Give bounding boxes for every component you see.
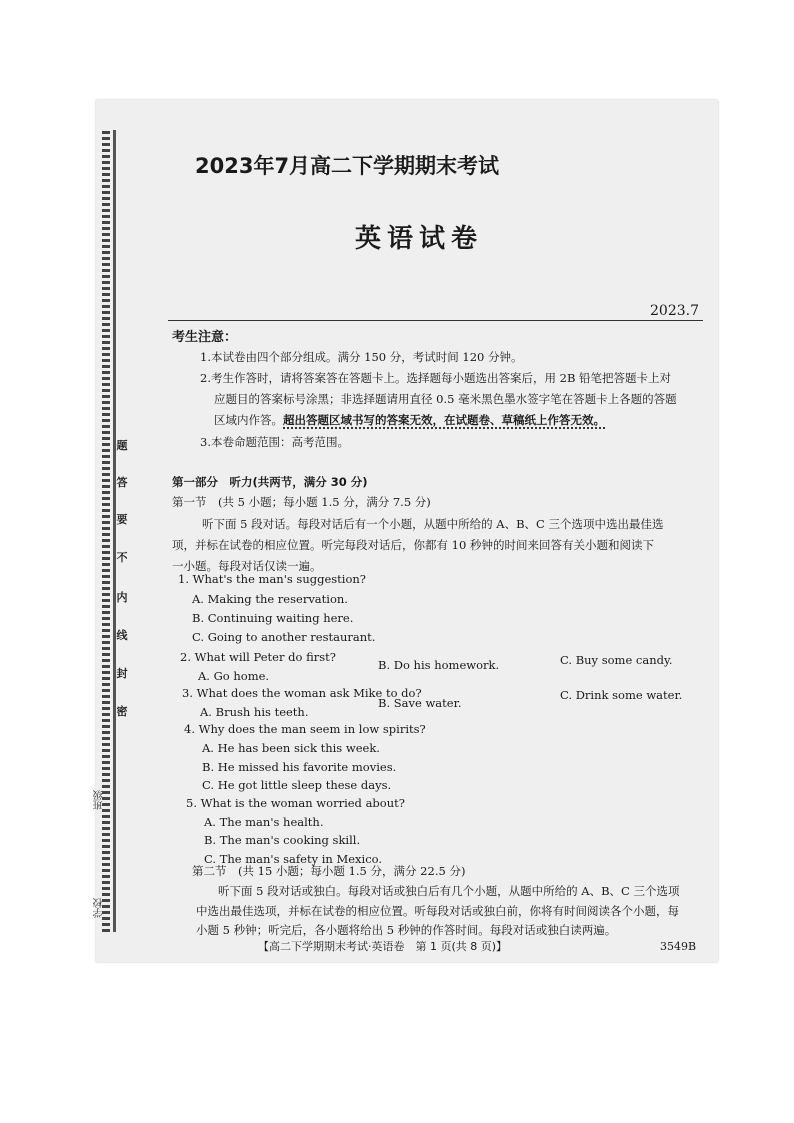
question-4-option-b: B. He missed his favorite movies. — [202, 760, 397, 774]
school-label: 学校 — [94, 898, 105, 918]
question-2-option-a: A. Go home. — [198, 669, 270, 683]
exam-date: 2023.7 — [650, 303, 699, 319]
binding-char: 封 — [116, 667, 128, 680]
question-5-option-b: B. The man's cooking skill. — [204, 833, 361, 847]
notice-item-3: 3.本卷命题范围：高考范围。 — [200, 435, 349, 449]
question-4: 4. Why does the man seem in low spirits? — [184, 722, 426, 736]
binding-char: 内 — [116, 591, 128, 604]
page-footer: 【高二下学期期末考试·英语卷 第 1 页(共 8 页)】 — [258, 940, 508, 953]
question-1-option-a: A. Making the reservation. — [192, 592, 348, 606]
class-label: 班级 — [94, 790, 105, 810]
binding-char: 答 — [116, 476, 128, 489]
section1-directions-line-1: 听下面 5 段对话。每段对话后有一个小题，从题中所给的 A、B、C 三个选项中选出最佳选 — [202, 517, 664, 531]
question-5-option-c: C. The man's safety in Mexico. — [204, 852, 383, 866]
section1-directions-line-2: 项，并标在试卷的相应位置。听完每段对话后，你都有 10 秒钟的时间来回答有关小题和阅读下 — [172, 538, 654, 552]
notice-item-1: 1.本试卷由四个部分组成。满分 150 分，考试时间 120 分钟。 — [200, 350, 523, 364]
question-3-option-c: C. Drink some water. — [560, 688, 683, 702]
subject-title: 英语试卷 — [355, 224, 484, 254]
notice-heading: 考生注意： — [172, 330, 238, 345]
binding-border-pattern — [102, 130, 110, 932]
notice-warning: 超出答题区域书写的答案无效，在试题卷、草稿纸上作答无效。 — [283, 413, 605, 427]
section1-directions-line-3: 一小题。每段对话仅读一遍。 — [172, 559, 322, 573]
question-1-option-b: B. Continuing waiting here. — [192, 611, 354, 625]
binding-char: 要 — [116, 513, 128, 526]
binding-char: 题 — [116, 439, 128, 452]
question-5-option-a: A. The man's health. — [204, 815, 324, 829]
question-3-option-a: A. Brush his teeth. — [200, 705, 309, 719]
binding-border-line — [113, 130, 116, 932]
notice-item-2-line-2: 应题目的答案标号涂黑；非选择题请用直径 0.5 毫米黑色墨水签字笔在答题卡上各题的答题 — [214, 392, 677, 406]
binding-margin — [96, 100, 156, 962]
section2-heading: 第二节 (共 15 小题；每小题 1.5 分，满分 22.5 分) — [192, 864, 466, 878]
notice-item-2-line-3 — [214, 412, 605, 428]
notice-item-2-line-1: 2.考生作答时，请将答案答在答题卡上。选择题每小题选出答案后，用 2B 铅笔把答题卡上对 — [200, 371, 672, 385]
exam-title: 2023年7月高二下学期期末考试 — [195, 154, 500, 178]
question-4-option-c: C. He got little sleep these days. — [202, 778, 392, 792]
section2-directions-line-3: 小题 5 秒钟；听完后，各小题将给出 5 秒钟的作答时间。每段对话或独白读两遍。 — [196, 923, 617, 937]
binding-char: 不 — [116, 551, 128, 564]
question-2-option-b: B. Do his homework. — [378, 658, 500, 672]
section1-heading: 第一节 (共 5 小题；每小题 1.5 分，满分 7.5 分) — [172, 495, 431, 509]
section2-directions-line-2: 中选出最佳选项，并标在试卷的相应位置。听每段对话或独白前，你将有时间阅读各个小题，每 — [196, 904, 679, 918]
binding-char: 密 — [116, 705, 128, 718]
part1-heading: 第一部分 听力(共两节，满分 30 分) — [172, 475, 368, 489]
question-3-option-b: B. Save water. — [378, 696, 462, 710]
question-4-option-a: A. He has been sick this week. — [202, 741, 380, 755]
header-divider — [168, 320, 703, 321]
binding-char: 线 — [116, 629, 128, 642]
question-3: 3. What does the woman ask Mike to do? — [182, 686, 422, 700]
question-1-option-c: C. Going to another restaurant. — [192, 630, 376, 644]
section2-directions-line-1: 听下面 5 段对话或独白。每段对话或独白后有几个小题，从题中所给的 A、B、C 三个选项 — [218, 884, 680, 898]
notice-item-2-text: 区域内作答。 — [214, 413, 283, 427]
exam-code: 3549B — [660, 940, 697, 953]
question-5: 5. What is the woman worried about? — [186, 796, 405, 810]
question-2: 2. What will Peter do first? — [180, 650, 336, 664]
question-2-option-c: C. Buy some candy. — [560, 653, 673, 667]
question-1: 1. What's the man's suggestion? — [178, 572, 366, 586]
